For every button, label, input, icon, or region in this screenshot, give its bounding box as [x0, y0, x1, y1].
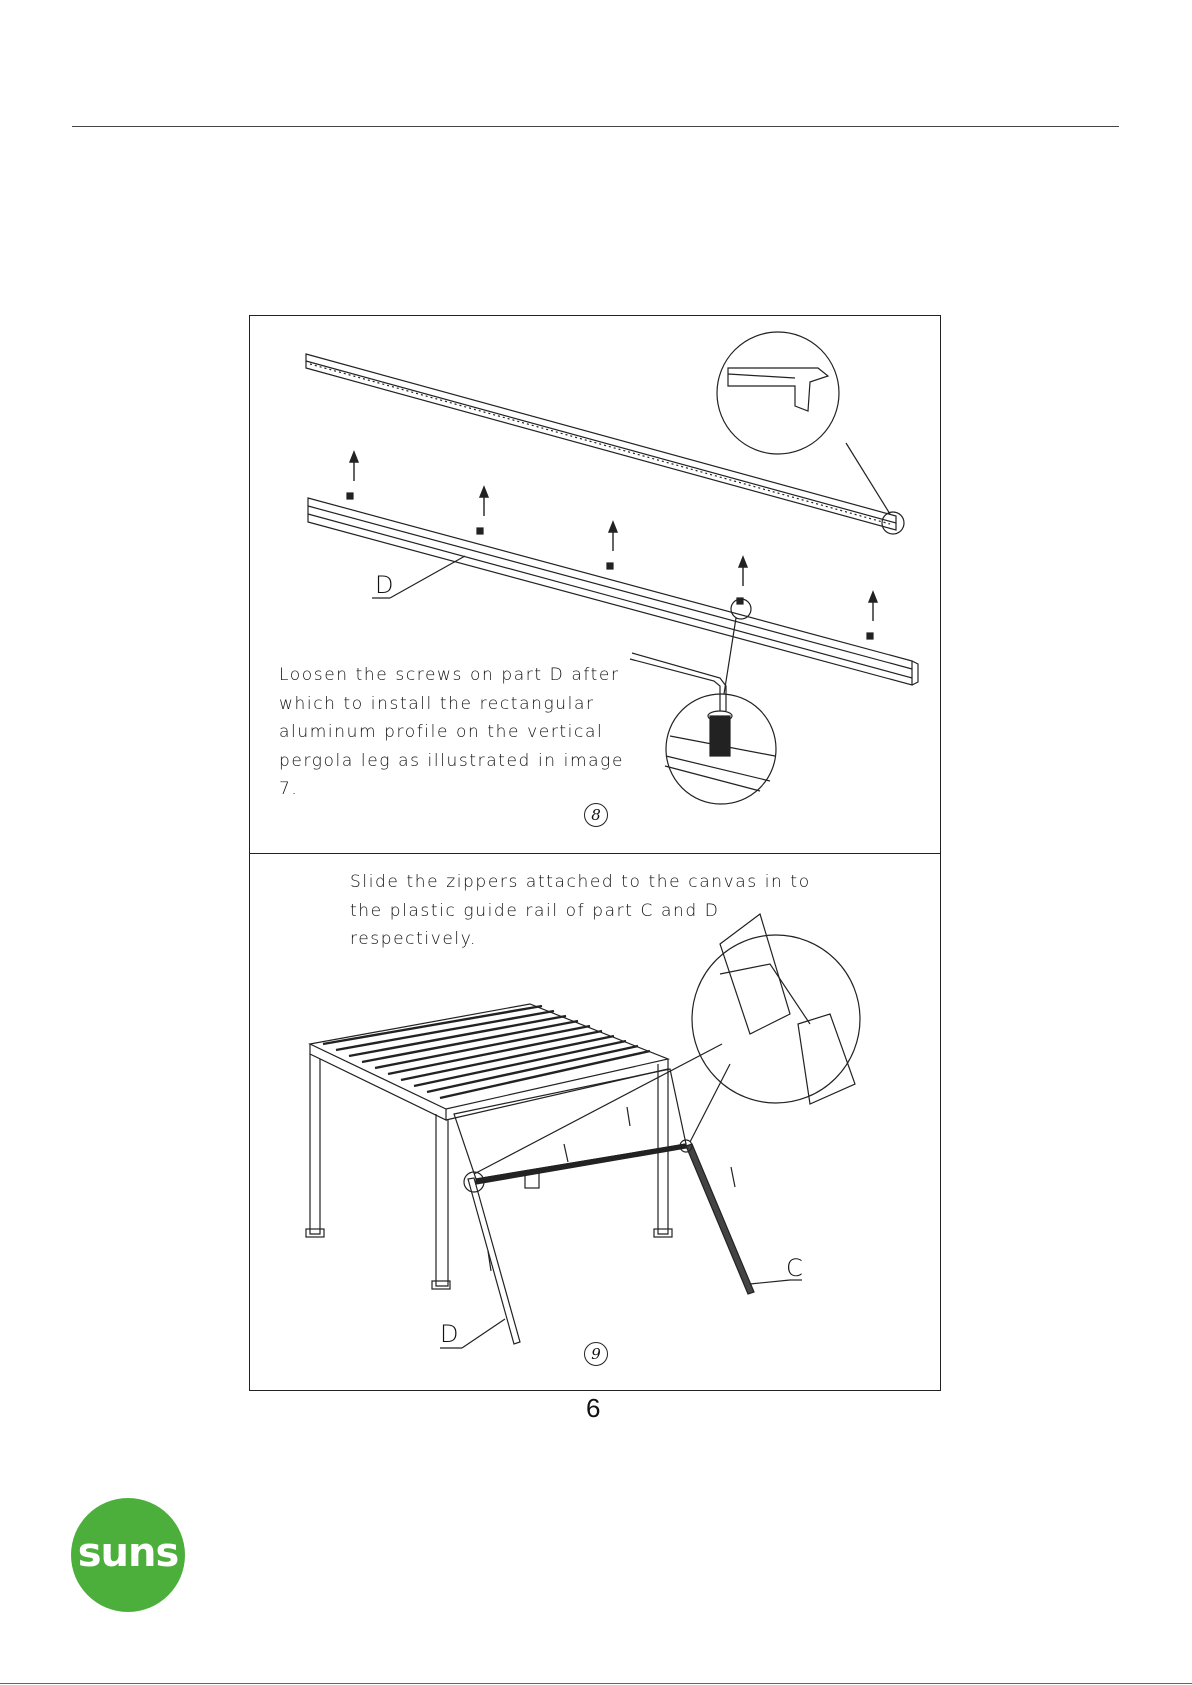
part-label-c: C — [786, 1254, 803, 1282]
instruction-step-9: Slide the zippers attached to the canvas in to the plastic guide rail of part C and D respectively. — [350, 872, 811, 949]
step-number-9: 9 — [584, 1342, 608, 1366]
part-label-d: D — [440, 1320, 459, 1348]
part-label-d: D — [375, 571, 394, 599]
step-number-8: 8 — [584, 803, 608, 827]
instruction-step-8: Loosen the screws on part D after which to install the rectangular aluminum profile on the vertical pergola leg as illustrated in image 7. — [279, 665, 625, 799]
suns-logo: suns — [71, 1498, 185, 1612]
footer-rule — [0, 1683, 1192, 1684]
page-number: 6 — [586, 1393, 601, 1423]
header-rule — [72, 126, 1119, 127]
figure-step-9 — [249, 853, 941, 1391]
figure-step-8 — [249, 315, 941, 854]
